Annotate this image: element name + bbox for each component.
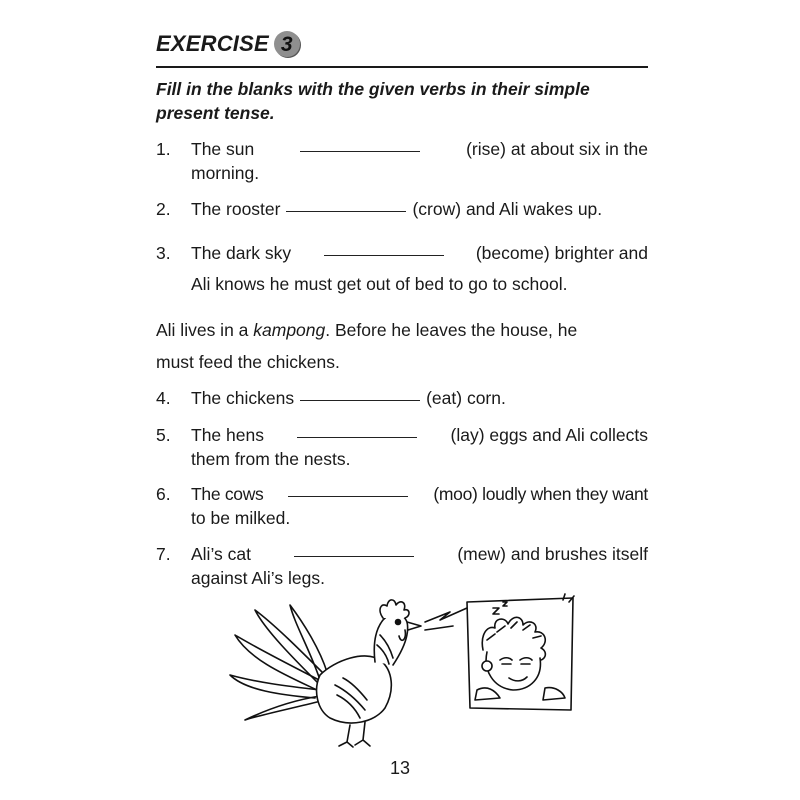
question-text-before: The sun [191, 139, 255, 159]
question-text-before: The cows [191, 484, 264, 504]
question-text-continued: Ali knows he must get out of bed to go to school. [191, 274, 568, 294]
story-paragraph: Ali lives in a kampong. Before he leaves the house, he must feed the chickens. [156, 320, 578, 372]
question-text-after: (lay) eggs and Ali collects [450, 425, 648, 445]
rooster-icon [230, 600, 467, 747]
question-text-after: (rise) at about six in the [466, 139, 648, 159]
illustration [225, 590, 585, 750]
question-text-after: (eat) corn. [426, 388, 506, 408]
question-text-before: The dark sky [191, 243, 292, 263]
question-number: 1. [156, 139, 171, 159]
question-number: 7. [156, 544, 171, 564]
exercise-label: EXERCISE [156, 31, 269, 56]
kampong-word: kampong [253, 320, 326, 340]
sleepy-boy-icon [467, 594, 574, 710]
question-number: 2. [156, 199, 171, 219]
question-text-after: (become) brighter and [475, 243, 648, 263]
question-text-before: The chickens [191, 388, 295, 408]
question-text-continued: them from the nests. [191, 449, 351, 469]
question-text-continued: against Ali’s legs. [191, 568, 325, 588]
answer-blank[interactable] [286, 195, 406, 212]
question-text-continued: morning. [191, 163, 260, 183]
question-text-after: (moo) loudly when they want [433, 484, 648, 504]
question-number: 5. [156, 425, 171, 445]
question-text-before: The rooster [191, 199, 281, 219]
question-number: 4. [156, 388, 171, 408]
question-number: 3. [156, 243, 171, 263]
question-text-before: The hens [191, 425, 264, 445]
question-number: 6. [156, 484, 171, 504]
question-text-continued: to be milked. [191, 508, 291, 528]
instruction: Fill in the blanks with the given verbs in their simple present tense. [156, 79, 590, 123]
answer-blank[interactable] [294, 540, 414, 557]
answer-blank[interactable] [324, 239, 444, 256]
page-number: 13 [389, 758, 411, 778]
answer-blank[interactable] [300, 384, 420, 401]
exercise-title [156, 31, 300, 57]
exercise-number-badge: 3 [274, 31, 300, 57]
question-text-after: (crow) and Ali wakes up. [412, 199, 603, 219]
answer-blank[interactable] [297, 421, 417, 438]
answer-blank[interactable] [288, 480, 408, 497]
question-text-before: Ali’s cat [191, 544, 251, 564]
question-text-after: (mew) and brushes itself [457, 544, 648, 564]
answer-blank[interactable] [300, 135, 420, 152]
title-underline [156, 66, 648, 68]
